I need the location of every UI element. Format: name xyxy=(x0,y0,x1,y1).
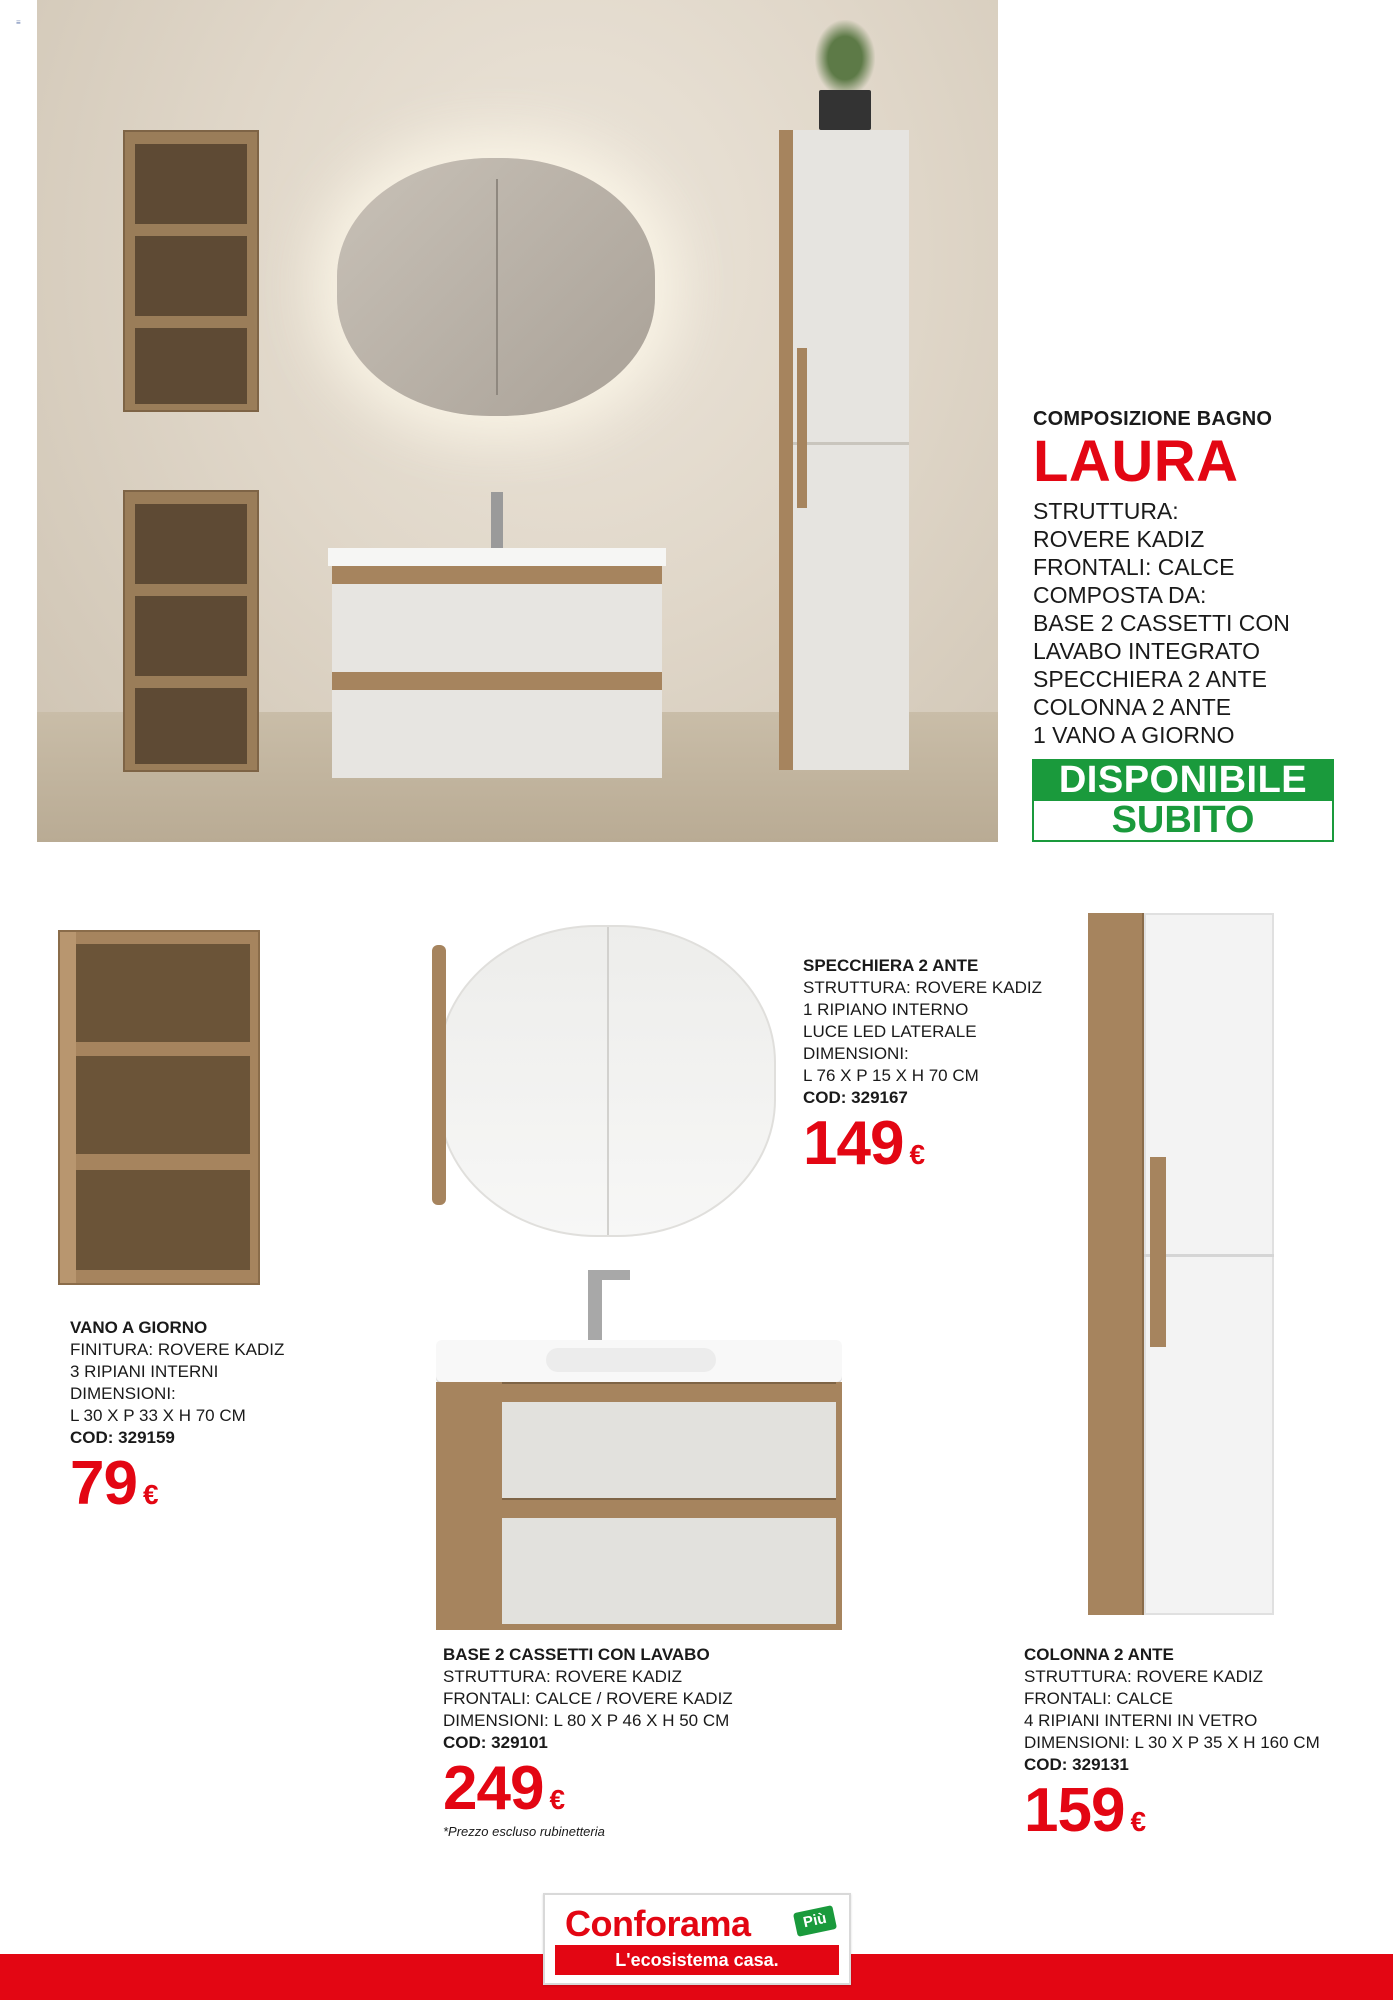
product-spec: L 76 X P 15 X H 70 CM xyxy=(803,1066,979,1085)
product-spec: FRONTALI: CALCE / ROVERE KADIZ xyxy=(443,1689,733,1708)
product-name: COLONNA 2 ANTE xyxy=(1024,1645,1174,1664)
price-value: 79 xyxy=(70,1449,137,1518)
composition-subtitle: COMPOSIZIONE BAGNO xyxy=(1033,408,1273,430)
composition-description xyxy=(1033,408,1373,749)
composition-spec-line: BASE 2 CASSETTI CON xyxy=(1033,610,1290,636)
price-value: 159 xyxy=(1024,1776,1125,1845)
composition-spec-line: LAVABO INTEGRATO xyxy=(1033,638,1261,664)
hero-vanity xyxy=(332,548,662,778)
composition-spec-line: 1 VANO A GIORNO xyxy=(1033,722,1235,748)
vano-a-giorno-image xyxy=(58,930,260,1285)
badge-line-2: SUBITO xyxy=(1111,799,1255,841)
composition-spec-line: FRONTALI: CALCE xyxy=(1033,554,1235,580)
product-spec: DIMENSIONI: xyxy=(70,1384,176,1403)
product-price xyxy=(70,1449,370,1518)
price-currency: € xyxy=(909,1139,926,1170)
corner-mark: ≡ xyxy=(16,18,21,27)
hero-faucet xyxy=(491,492,503,548)
product-spec: LUCE LED LATERALE xyxy=(803,1022,977,1041)
composition-spec-line: COLONNA 2 ANTE xyxy=(1033,694,1232,720)
specchiera-info xyxy=(803,955,1083,1178)
hero-plant xyxy=(815,20,875,96)
price-currency: € xyxy=(549,1784,566,1815)
conforama-logo xyxy=(543,1893,851,1985)
product-code: COD: 329101 xyxy=(443,1733,548,1752)
product-name: VANO A GIORNO xyxy=(70,1318,208,1337)
hero-room-photo xyxy=(37,0,998,842)
product-code: COD: 329167 xyxy=(803,1088,908,1107)
price-value: 149 xyxy=(803,1109,904,1178)
price-currency: € xyxy=(1130,1806,1147,1837)
vano-a-giorno-info xyxy=(70,1317,370,1518)
hero-mirror xyxy=(337,158,655,416)
price-value: 249 xyxy=(443,1754,544,1823)
base-cassetti-info xyxy=(443,1644,803,1839)
colonna-info xyxy=(1024,1644,1384,1845)
hero-column xyxy=(779,130,909,770)
product-name: BASE 2 CASSETTI CON LAVABO xyxy=(443,1645,710,1664)
specchiera-image xyxy=(438,925,776,1237)
available-now-badge xyxy=(1032,759,1334,842)
badge-line-1: DISPONIBILE xyxy=(1032,759,1334,801)
product-spec: STRUTTURA: ROVERE KADIZ xyxy=(1024,1667,1263,1686)
product-spec: L 30 X P 33 X H 70 CM xyxy=(70,1406,246,1425)
product-spec: DIMENSIONI: L 80 X P 46 X H 50 CM xyxy=(443,1711,730,1730)
composition-spec-line: COMPOSTA DA: xyxy=(1033,582,1207,608)
product-code: COD: 329159 xyxy=(70,1428,175,1447)
composition-specs xyxy=(1033,497,1373,749)
product-spec: 4 RIPIANI INTERNI IN VETRO xyxy=(1024,1711,1258,1730)
product-code: COD: 329131 xyxy=(1024,1755,1129,1774)
price-footnote: *Prezzo escluso rubinetteria xyxy=(443,1824,605,1839)
product-spec: 1 RIPIANO INTERNO xyxy=(803,1000,969,1019)
product-price xyxy=(443,1754,803,1823)
composition-spec-line: ROVERE KADIZ xyxy=(1033,526,1205,552)
price-currency: € xyxy=(142,1479,159,1510)
base-cassetti-image xyxy=(436,1340,842,1630)
hero-plant-pot xyxy=(819,90,871,130)
composition-title: LAURA xyxy=(1033,429,1239,494)
product-spec: 3 RIPIANI INTERNI xyxy=(70,1362,219,1381)
colonna-image xyxy=(1088,913,1274,1615)
hero-open-shelf-top xyxy=(123,130,259,412)
composition-spec-line: SPECCHIERA 2 ANTE xyxy=(1033,666,1267,692)
hero-open-shelf-bottom xyxy=(123,490,259,772)
product-spec: DIMENSIONI: xyxy=(803,1044,909,1063)
product-name: SPECCHIERA 2 ANTE xyxy=(803,956,979,975)
product-spec: STRUTTURA: ROVERE KADIZ xyxy=(803,978,1042,997)
brand-tagline: L'ecosistema casa. xyxy=(555,1945,839,1975)
brand-name: Conforama xyxy=(565,1903,751,1944)
piu-badge: Più xyxy=(793,1905,837,1937)
composition-spec-line: STRUTTURA: xyxy=(1033,498,1179,524)
product-price xyxy=(803,1109,1083,1178)
product-price xyxy=(1024,1776,1384,1845)
product-spec: DIMENSIONI: L 30 X P 35 X H 160 CM xyxy=(1024,1733,1320,1752)
product-spec: FINITURA: ROVERE KADIZ xyxy=(70,1340,285,1359)
product-spec: FRONTALI: CALCE xyxy=(1024,1689,1173,1708)
product-spec: STRUTTURA: ROVERE KADIZ xyxy=(443,1667,682,1686)
